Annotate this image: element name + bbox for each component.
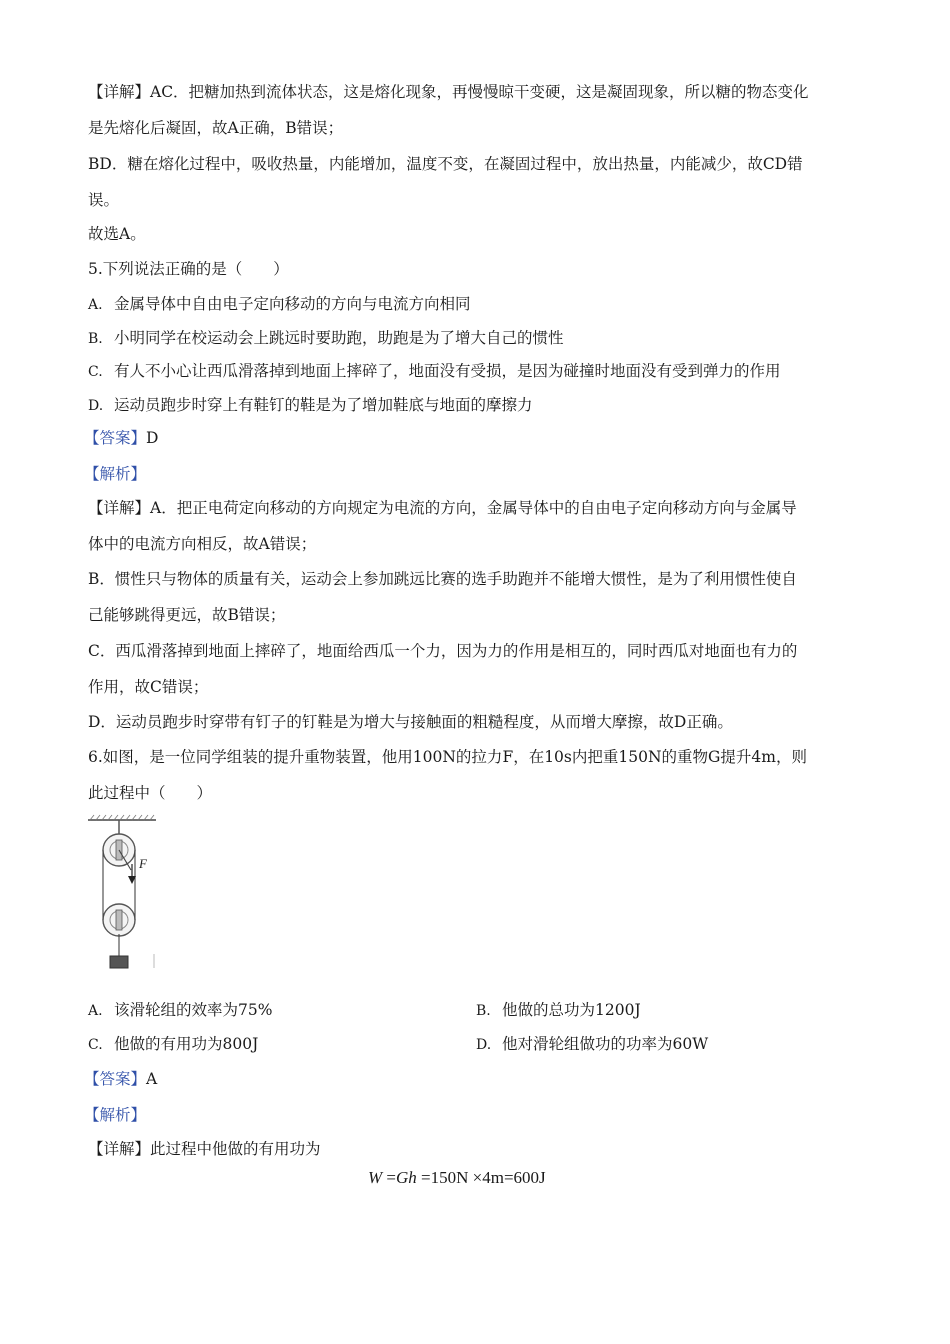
detail-q4-line-4: 误。: [88, 191, 120, 209]
q6-answer-tag: 【答案】: [84, 1070, 147, 1088]
q5-option-c-text: 有人不小心让西瓜滑落掉到地面上摔碎了，地面没有受损，是因为碰撞时地面没有受到弹力的作用: [114, 362, 781, 380]
q5-detail-line-6: 作用，故C错误；: [88, 678, 209, 696]
q6-option-c-label: C.: [88, 1037, 103, 1053]
q6-detail: 【详解】此过程中他做的有用功为: [88, 1140, 321, 1158]
formula-rest: =150N ×4m=600J: [416, 1168, 546, 1187]
q6-option-b-label: B.: [476, 1003, 491, 1019]
q5-option-b: [88, 326, 564, 348]
formula-w: W: [368, 1168, 383, 1187]
q5-detail-line-4: 己能够跳得更远，故B错误；: [88, 606, 286, 624]
detail-q4-line-5: 故选A。: [88, 225, 146, 243]
q6-option-d: [476, 1032, 708, 1054]
q5-option-b-label: B.: [88, 331, 103, 347]
q5-option-a: [88, 292, 471, 314]
ceiling-mount: [88, 815, 156, 834]
q6-option-a-text: 该滑轮组的效率为75%: [114, 1001, 273, 1019]
q6-stem-line-1: 6.如图，是一位同学组装的提升重物装置，他用100N的拉力F，在10s内把重150N的重物G提升4m，则: [88, 748, 807, 766]
force-label: F: [139, 856, 147, 871]
formula-h: h: [408, 1168, 417, 1187]
work-formula: [368, 1168, 546, 1188]
q6-option-c: [88, 1032, 258, 1054]
q5-option-a-label: A.: [88, 297, 103, 313]
pulley-system-figure: [86, 814, 158, 974]
q6-answer: [84, 1067, 157, 1089]
q5-option-b-text: 小明同学在校运动会上跳远时要助跑，助跑是为了增大自己的惯性: [114, 329, 564, 347]
weight-block-icon: [110, 956, 128, 968]
q5-stem: 5.下列说法正确的是（ ）: [88, 260, 289, 278]
q5-option-c: [88, 359, 781, 381]
q5-analysis-tag: [84, 462, 146, 484]
q6-answer-value: A: [146, 1070, 158, 1088]
q5-answer-value: D: [146, 429, 159, 447]
q5-answer-tag: 【答案】: [84, 429, 147, 447]
q6-analysis-label: 【解析】: [84, 1106, 147, 1124]
q5-detail-line-1: 【详解】A．把正电荷定向移动的方向规定为电流的方向，金属导体中的自由电子定向移动方向与金属导: [88, 499, 797, 517]
detail-q4-line-1: 【详解】AC．把糖加热到流体状态，这是熔化现象，再慢慢晾干变硬，这是凝固现象，所以糖的物态变化: [88, 83, 809, 101]
formula-g: G: [396, 1168, 409, 1187]
q5-option-d: [88, 393, 533, 415]
q6-analysis-tag: [84, 1103, 146, 1125]
q5-analysis-label: 【解析】: [84, 465, 147, 483]
q5-option-d-text: 运动员跑步时穿上有鞋钉的鞋是为了增加鞋底与地面的摩擦力: [114, 396, 533, 414]
q6-option-a-label: A.: [88, 1003, 103, 1019]
q5-detail-line-2: 体中的电流方向相反，故A错误；: [88, 535, 317, 553]
q5-detail-line-7: D．运动员跑步时穿带有钉子的钉鞋是为增大与接触面的粗糙程度，从而增大摩擦，故D正确。: [88, 713, 733, 731]
q6-option-b: [476, 998, 641, 1020]
movable-pulley: [103, 904, 135, 936]
detail-q4-line-3: BD．糖在熔化过程中，吸收热量，内能增加，温度不变，在凝固过程中，放出热量，内能减少，故CD错: [88, 155, 803, 173]
q6-option-a: [88, 998, 272, 1020]
detail-q4-line-2: 是先熔化后凝固，故A正确，B错误；: [88, 119, 344, 137]
q6-option-c-text: 他做的有用功为800J: [114, 1035, 259, 1053]
q6-option-d-text: 他对滑轮组做功的功率为60W: [502, 1035, 709, 1053]
q6-stem-line-2: 此过程中（ ）: [88, 784, 213, 802]
formula-eq1: =: [382, 1168, 397, 1187]
q6-option-d-label: D.: [476, 1037, 492, 1053]
q5-detail-line-3: B．惯性只与物体的质量有关，运动会上参加跳远比赛的选手助跑并不能增大惯性，是为了利用惯性使自: [88, 570, 797, 588]
q5-option-a-text: 金属导体中自由电子定向移动的方向与电流方向相同: [114, 295, 471, 313]
q6-option-b-text: 他做的总功为1200J: [502, 1001, 641, 1019]
q5-option-d-label: D.: [88, 398, 104, 414]
q5-answer: [84, 426, 158, 448]
q5-option-c-label: C.: [88, 364, 103, 380]
q5-detail-line-5: C．西瓜滑落掉到地面上摔碎了，地面给西瓜一个力，因为力的作用是相互的，同时西瓜对地面也有力的: [88, 642, 798, 660]
